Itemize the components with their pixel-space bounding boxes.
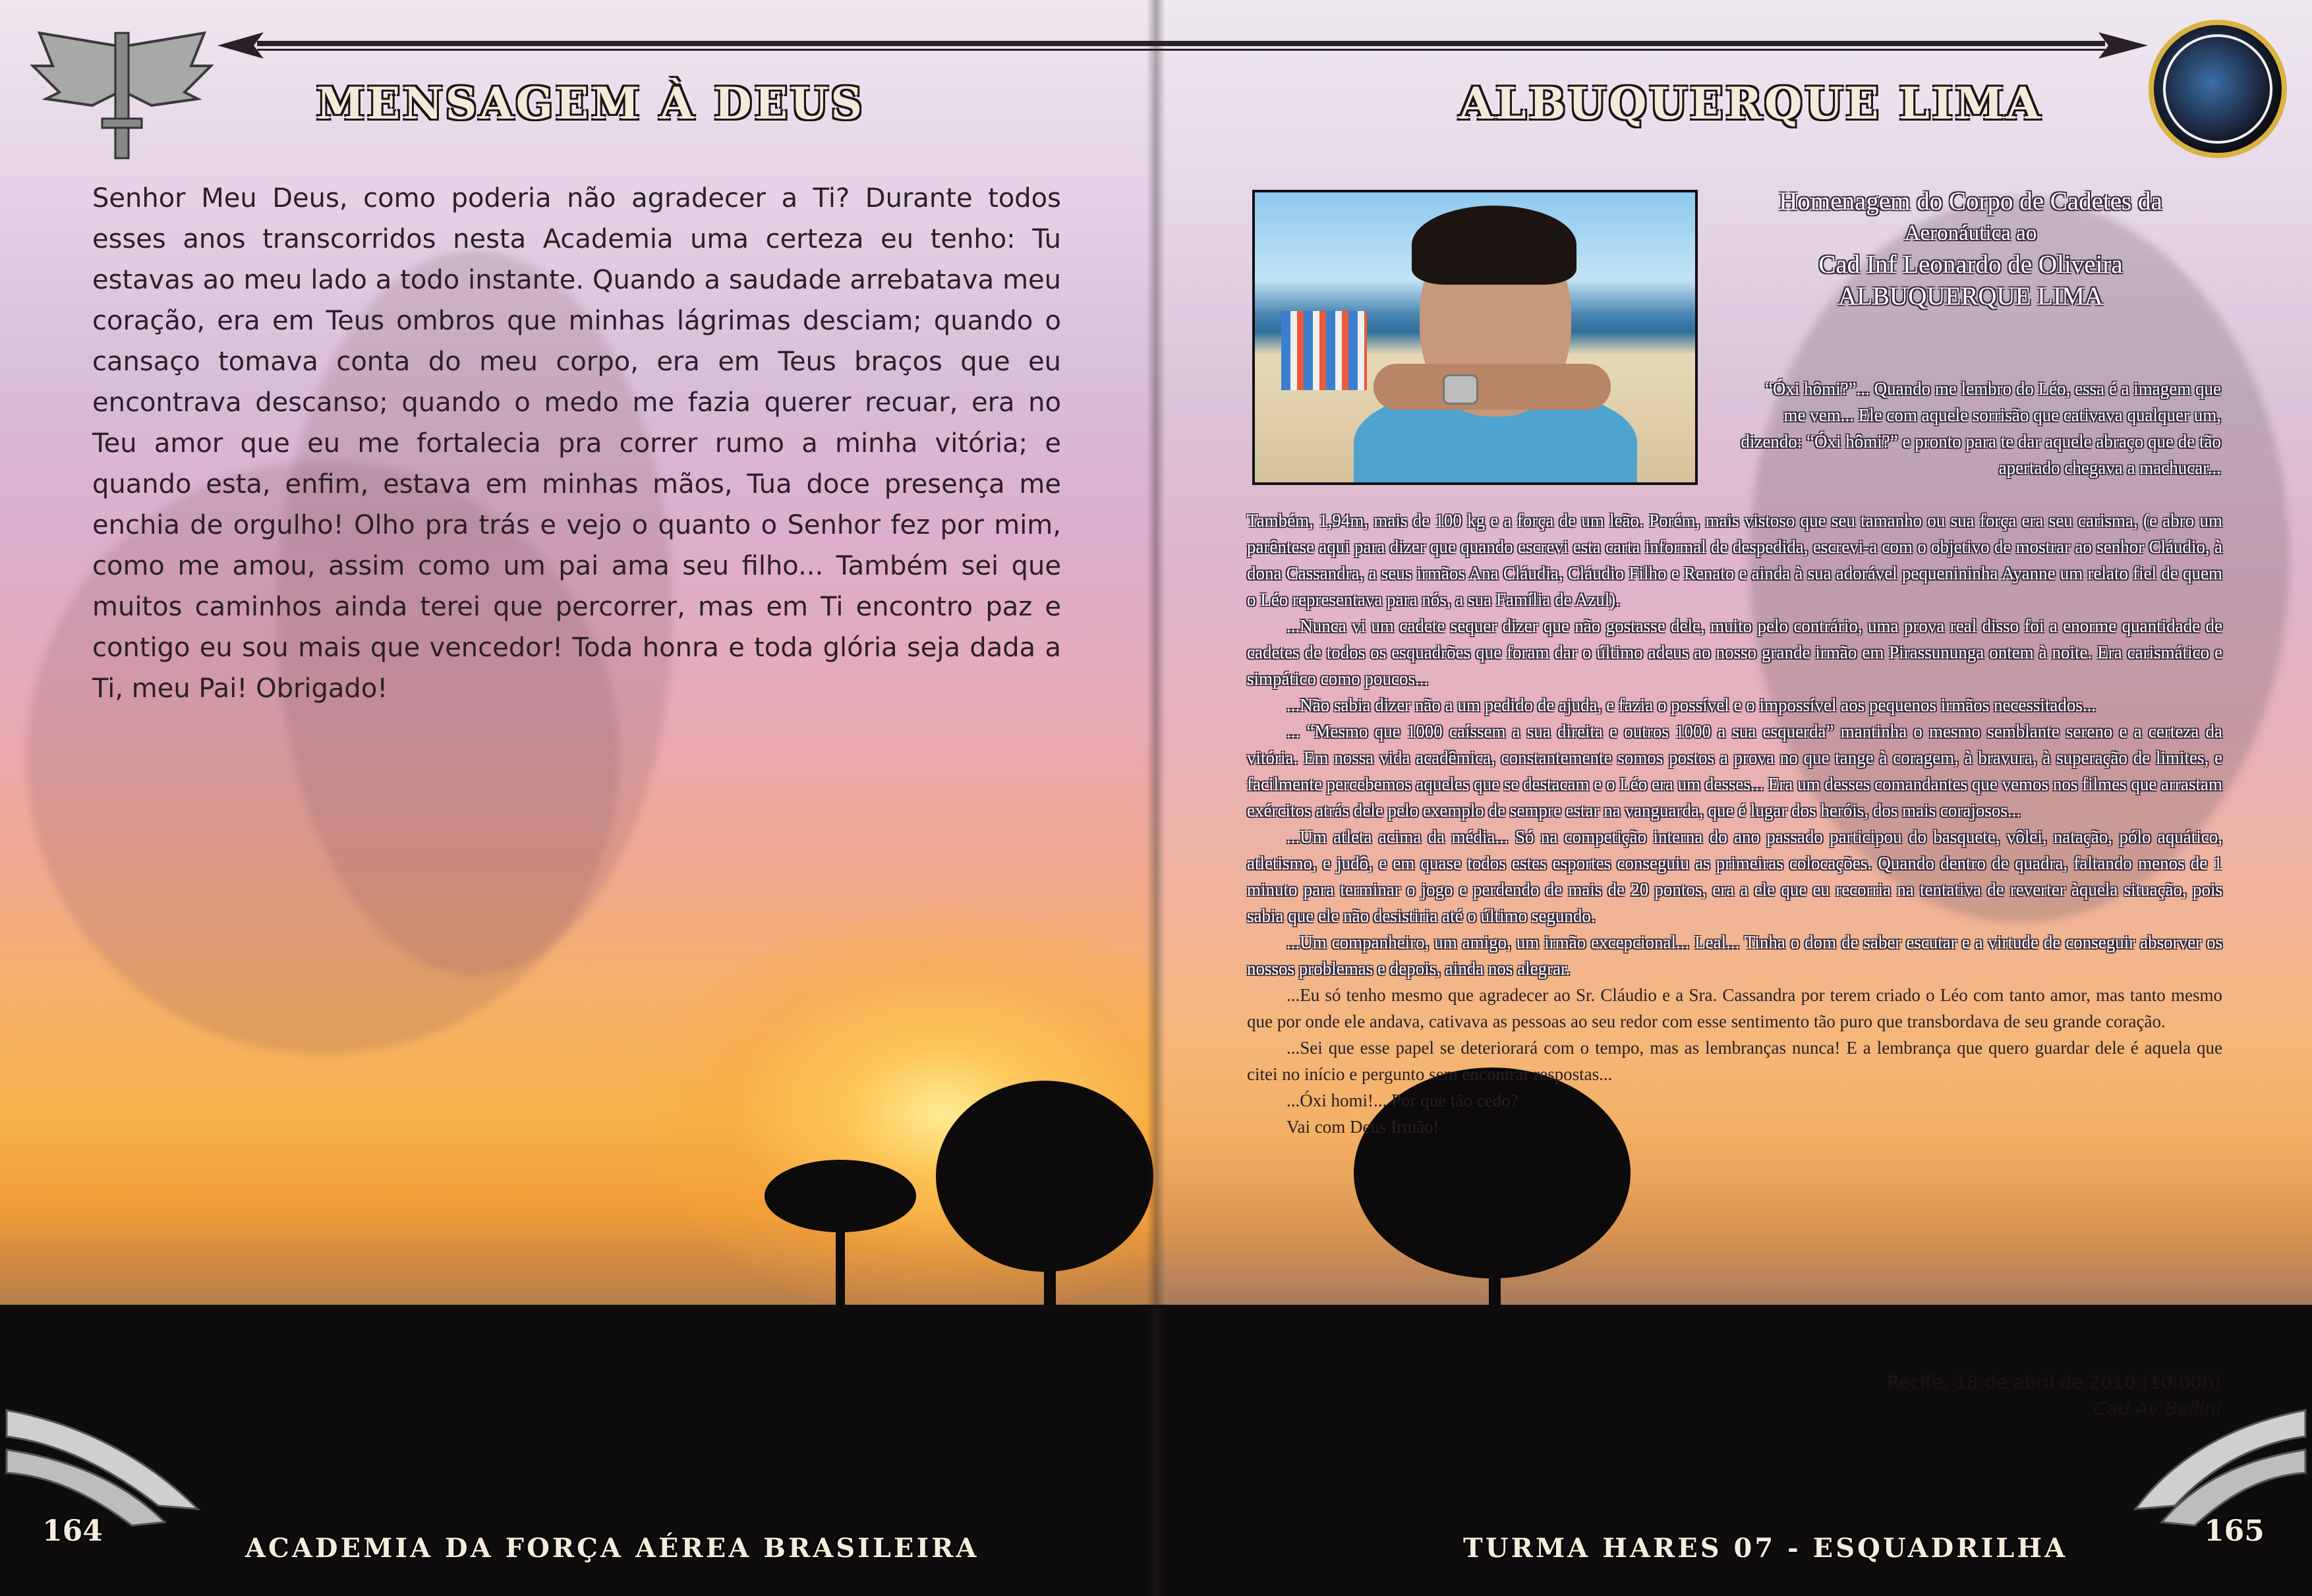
page-gutter: [1147, 0, 1165, 1596]
footer-right: TURMA HARES 07 - ESQUADRILHA: [1463, 1533, 2068, 1564]
paragraph: Vai com Deus Irmão!: [1286, 1117, 1439, 1137]
paragraph: ...Um companheiro, um amigo, um irmão excepcional... Leal... Tinha o dom de saber escutar e a virtude de conseguir absorver os nossos problemas e depois, ainda nos alegrar.: [1247, 932, 2222, 979]
paragraph: ...Eu só tenho mesmo que agradecer ao Sr. Cláudio e a Sra. Cassandra por terem criado o Léo com tanto amor, mas tanto mesmo que por onde ele andava, cativava as pessoas ao seu redor com esse sentimento tão puro que transbordava de seu grande coração.: [1247, 985, 2222, 1031]
signature-place-date: Recife, 18 de abril de 2010 (10:00h): [1886, 1371, 2221, 1393]
page-title-right: ALBUQUERQUE LIMA: [1459, 78, 2043, 129]
prayer-text: Senhor Meu Deus, como poderia não agradecer a Ti? Durante todos esses anos transcorridos nesta Academia uma certeza eu tenho: Tu estavas ao meu lado a todo instante. Quando a saudade arrebatava meu coração, era em Teus ombros que minhas lágrimas desciam; quando o cansaço tomava conta do meu corpo, era em Teus braços que eu encontrava descanso; quando o medo me fazia querer recuar, era no Teu amor que eu me fortalecia pra correr rumo a minha vitória; e quando esta, enfim, estava em minhas mãos, Tua doce presença me enchia de orgulho! Olho pra trás e vejo o quanto o Senhor fez por mim, como me amou, assim como um pai ama seu filho... Também sei que muitos caminhos ainda terei que percorrer, mas em Ti encontro paz e contigo eu sou mais que vencedor! Toda honra e toda glória seja dada a Ti, meu Pai! Obrigado!: [92, 183, 1061, 704]
paragraph: ...Nunca vi um cadete sequer dizer que não gostasse dele, muito pelo contrário, uma prova real disso foi a enorme quantidade de cadetes de todos os esquadrões que foram dar o último adeus ao nosso grande irmão em Pirassununga ontem à noite. Era carismático e simpático como poucos...: [1247, 616, 2222, 689]
page-number-right: 165: [2204, 1514, 2265, 1548]
footer-left: ACADEMIA DA FORÇA AÉREA BRASILEIRA: [245, 1533, 979, 1564]
homage-heading: Homenagem do Corpo de Cadetes da Aeronáutica ao Cad Inf Leonardo de Oliveira ALBUQUERQUE LIMA: [1779, 187, 2162, 310]
winged-sword-emblem-icon: [26, 20, 217, 165]
paragraph: ...Sei que esse papel se deteriorará com o tempo, mas as lembranças nunca! E a lembrança que quero guardar dele é aquela que citei no início e pergunto sem encontrar respostas...: [1247, 1038, 2222, 1084]
paragraph: ...Não sabia dizer não a um pedido de ajuda, e fazia o possível e o impossível aos pequenos irmãos necessitados...: [1286, 695, 2096, 715]
page-title-left: MENSAGEM À DEUS: [316, 78, 865, 129]
arrow-rule-icon: [217, 29, 1156, 62]
paragraph: Também, 1,94m, mais de 100 kg e a força de um leão. Porém, mais vistoso que seu tamanho ou sua força era seu carisma, (e abro um parêntese aqui para dizer que quando escrevi esta carta informal de despedida, escrevi-a com o objetivo de mostrar ao senhor Cláudio, à dona Cassandra, a seus irmãos Ana Cláudia, Cláudio Filho e Renato e ainda à sua adorável pequenininha Ayanne um relato fiel de quem o Léo representava para nós, a sua Família de Azul).: [1247, 511, 2222, 610]
page-number-left: 164: [42, 1514, 103, 1548]
paragraph: ...Um atleta acima da média... Só na competição interna do ano passado participou do basquete, vôlei, natação, pólo aquático, atletismo, e judô, e em quase todos estes esportes conseguiu as primeiras colocações. Quando dentro de quadra, faltando menos de 1 minuto para terminar o jogo e perdendo de mais de 20 pontos, era a ele que eu recorria na tentativa de reverter àquela situação, pois sabia que ele não desistiria até o último segundo.: [1247, 827, 2222, 926]
intro-paragraph: “Óxi hômi?”... Quando me lembro do Léo, essa é a imagem que me vem... Ele com aquele sorrisão que cativava qualquer um, dizendo: “Óxi hômi?” e pronto para te dar aquele abraço que de tão apertado chegava a machucar...: [1741, 379, 2221, 478]
tribute-text: [1247, 507, 2222, 1140]
cadet-corps-badge-icon: [2149, 20, 2287, 158]
paragraph: ... “Mesmo que 1000 caíssem a sua direita e outros 1000 a sua esquerda” mantinha o mesmo semblante sereno e a certeza da vitória. Em nossa vida acadêmica, constantemente somos postos a prova no que tange à coragem, à bravura, à superação de limites, e facilmente percebemos aqueles que se destacam e o Léo era um desses... Era um desses comandantes que vemos nos filmes que arrastam exércitos atrás dele pelo exemplo de sempre estar na vanguarda, que é lugar dos heróis, dos mais corajosos...: [1247, 722, 2222, 820]
paragraph: ...Óxi homi!... Por que tão cedo?: [1286, 1091, 1518, 1110]
arrow-rule-icon: [1156, 29, 2151, 62]
hawk-wing-icon: [0, 1397, 237, 1568]
portrait-photo: [1252, 190, 1698, 485]
signature-name: Cad Av Bellini: [2093, 1398, 2221, 1419]
